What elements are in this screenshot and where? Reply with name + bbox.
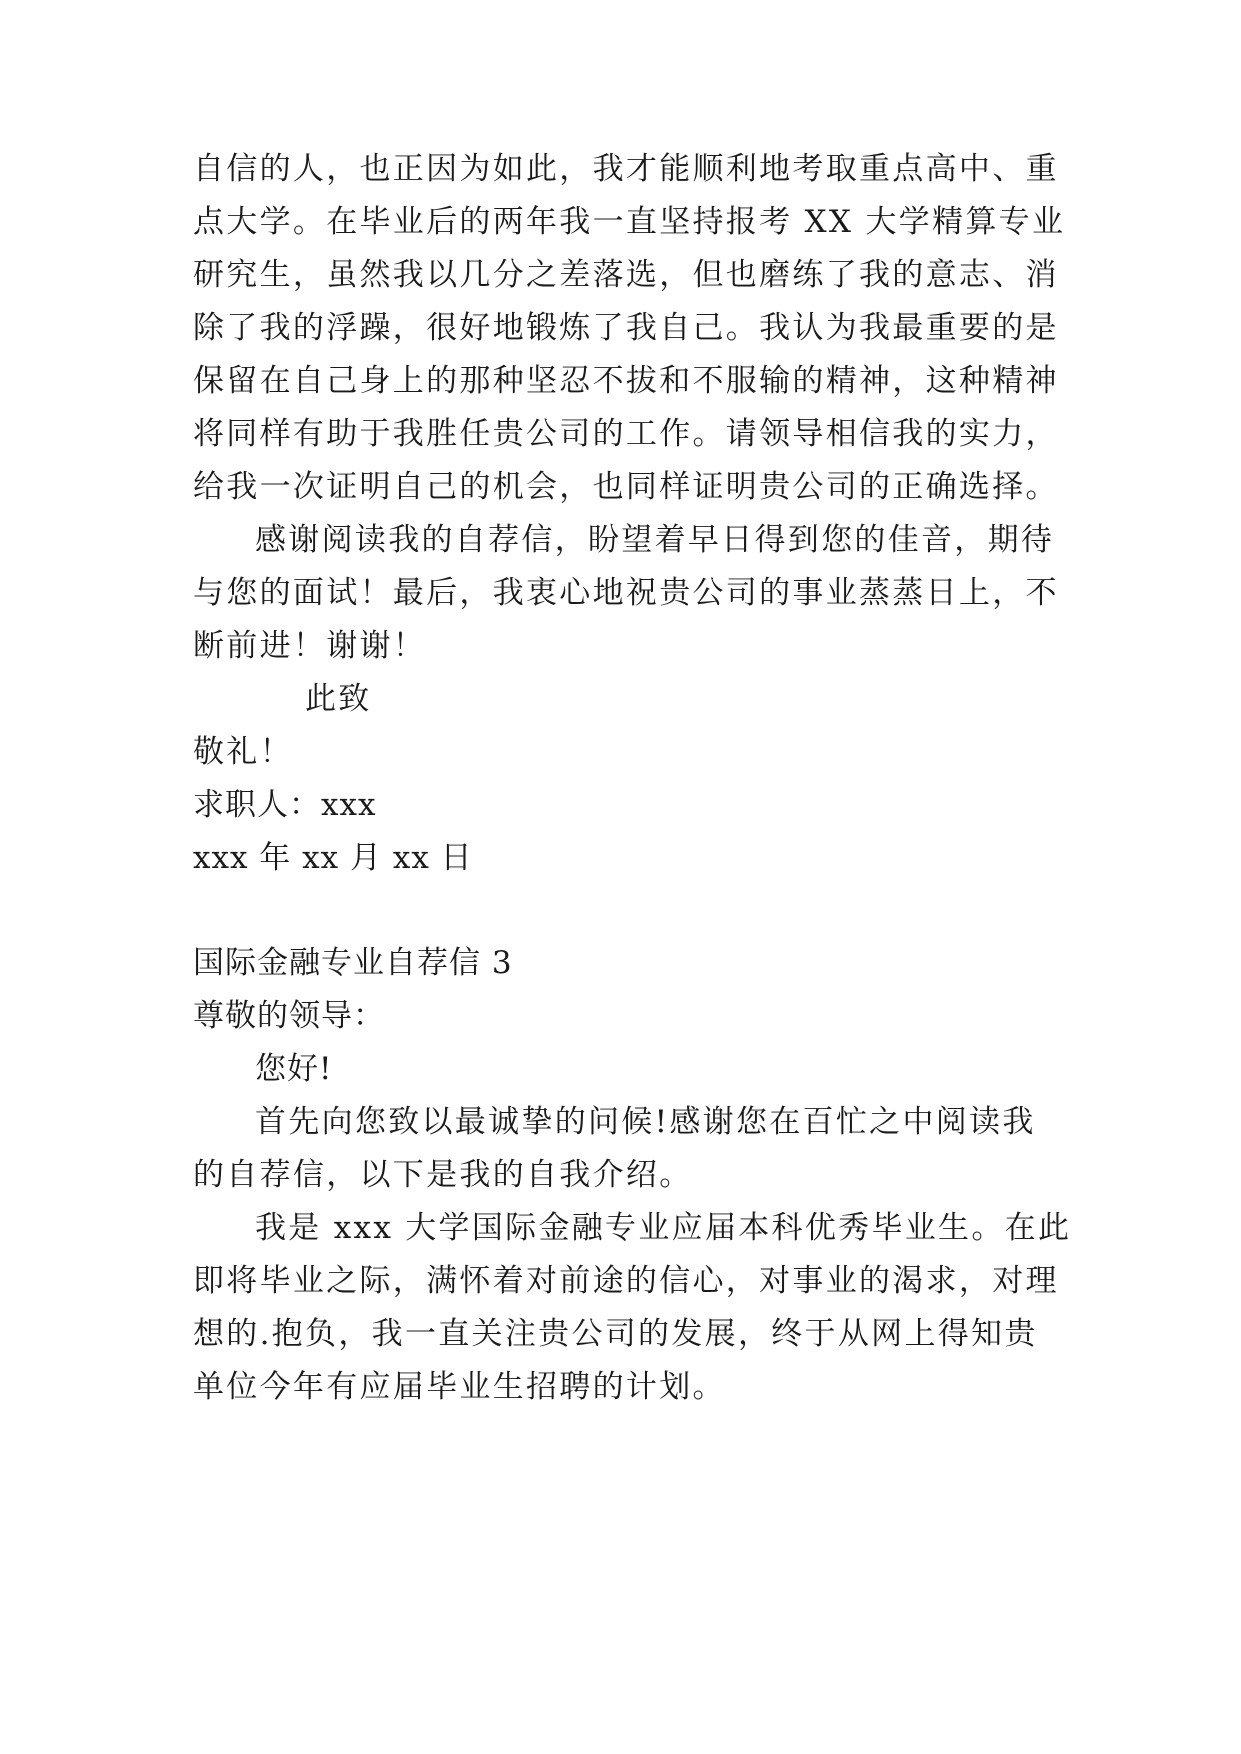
paragraph-line: 首先向您致以最诚挚的问候!感谢您在百忙之中阅读我 [255,1104,1036,1140]
body-line: 除了我的浮躁，很好地锻炼了我自己。我认为我最重要的是 [193,310,1059,346]
body-line: 点大学。在毕业后的两年我一直坚持报考 XX 大学精算专业 [193,204,1066,240]
paragraph-line: 我是 xxx 大学国际金融专业应届本科优秀毕业生。在此 [255,1210,1072,1246]
salutation-ci-zhi: 此致 [305,681,372,717]
addressee: 尊敬的领导： [193,998,385,1034]
signature: 求职人：xxx [193,787,377,823]
closing-line: 与您的面试！最后，我衷心地祝贵公司的事业蒸蒸日上，不 [193,575,1059,611]
body-line: 保留在自己身上的那种坚忍不拔和不服输的精神，这种精神 [193,363,1059,399]
body-line: 将同样有助于我胜任贵公司的工作。请领导相信我的实力， [193,416,1059,452]
paragraph-line: 单位今年有应届毕业生招聘的计划。 [193,1369,726,1405]
paragraph-line: 即将毕业之际，满怀着对前途的信心，对事业的渴求，对理 [193,1263,1059,1299]
body-line: 研究生，虽然我以几分之差落选，但也磨练了我的意志、消 [193,257,1059,293]
salutation-jing-li: 敬礼！ [193,734,293,770]
paragraph-line: 的自荐信，以下是我的自我介绍。 [193,1157,693,1193]
greeting: 您好! [255,1051,333,1087]
body-line: 自信的人，也正因为如此，我才能顺利地考取重点高中、重 [193,151,1059,187]
paragraph-line: 想的.抱负，我一直关注贵公司的发展，终于从网上得知贵 [193,1316,1038,1352]
closing-line: 断前进！谢谢！ [193,628,427,664]
section-title: 国际金融专业自荐信 3 [193,945,513,981]
body-line: 给我一次证明自己的机会，也同样证明贵公司的正确选择。 [193,469,1059,505]
date: xxx 年 xx 月 xx 日 [193,840,473,876]
closing-line: 感谢阅读我的自荐信，盼望着早日得到您的佳音，期待 [255,522,1055,558]
